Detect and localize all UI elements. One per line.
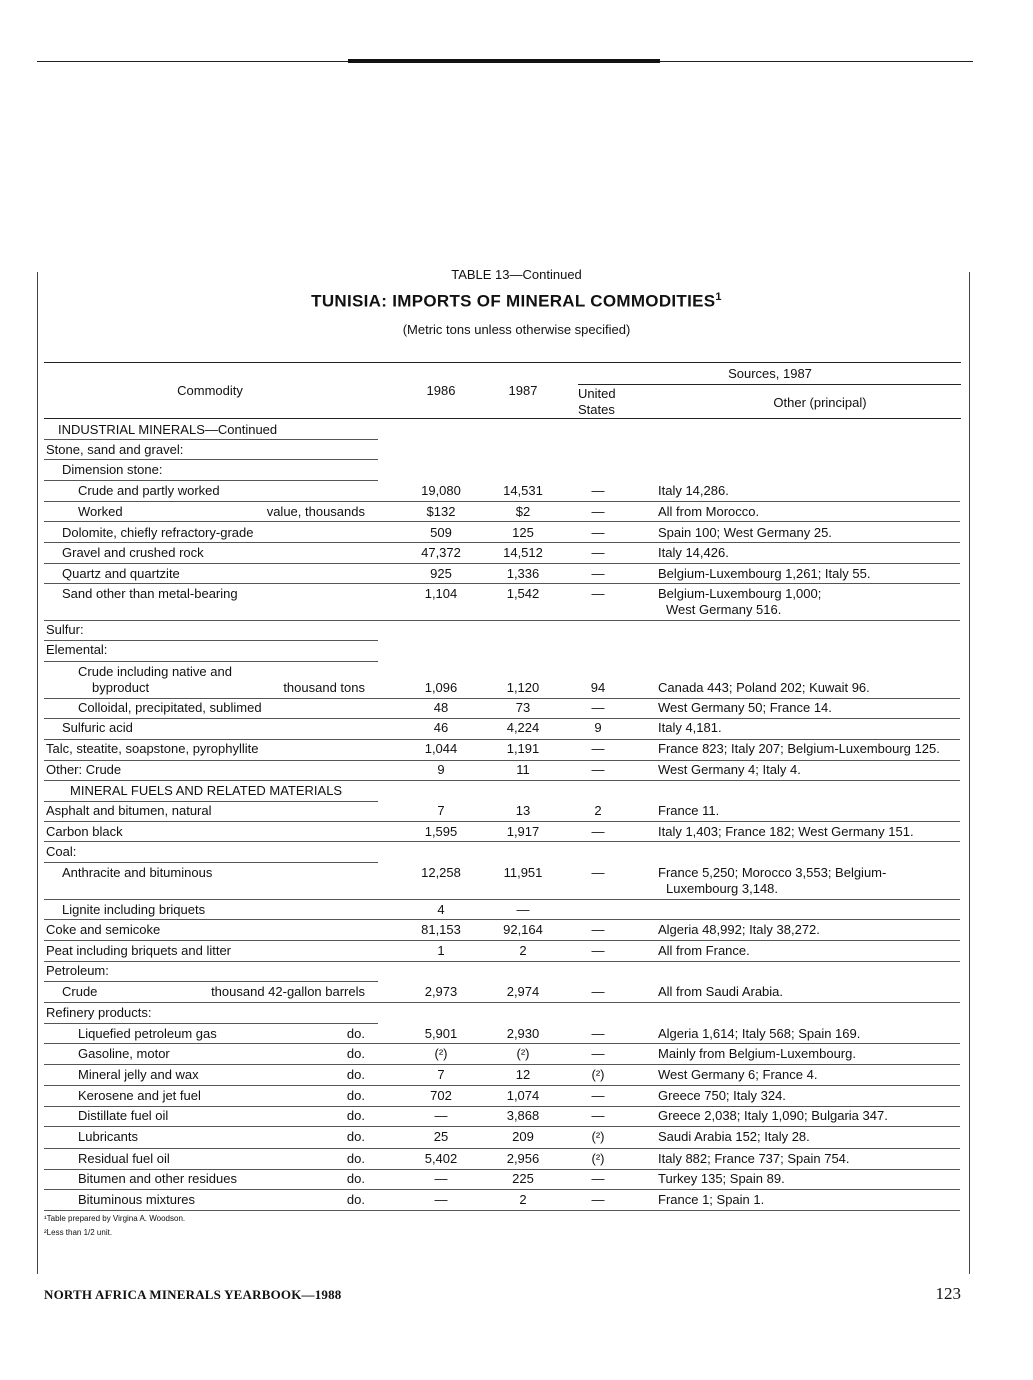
top-rule-accent — [348, 59, 660, 63]
commodity-cell: Peat including briquets and litter — [46, 943, 232, 958]
value-1987-cell: 4,224 — [506, 720, 540, 735]
united-states-cell: 9 — [594, 720, 602, 735]
running-footer: NORTH AFRICA MINERALS YEARBOOK—1988 — [44, 1287, 342, 1302]
row-rule — [44, 620, 960, 621]
table-row — [0, 1046, 1033, 1066]
unit-cell: thousand 42-gallon barrels — [211, 984, 365, 999]
row-rule — [44, 1043, 960, 1044]
table-caption: TABLE 13—Continued — [451, 267, 582, 282]
table-row — [0, 803, 1033, 823]
united-states-cell: — — [591, 1171, 605, 1186]
row-rule — [44, 899, 960, 900]
title-footnote-marker: 1 — [715, 291, 722, 303]
other-sources-cell: Greece 750; Italy 324. — [658, 1088, 786, 1103]
row-rule — [44, 940, 960, 941]
table-row — [0, 1067, 1033, 1087]
commodity-cell: Distillate fuel oil — [78, 1108, 169, 1123]
other-sources-cell: West Germany 6; France 4. — [658, 1067, 818, 1082]
united-states-cell: (²) — [591, 1151, 605, 1166]
other-sources-cell: Turkey 135; Spain 89. — [658, 1171, 785, 1186]
value-1986-cell: 925 — [430, 566, 452, 581]
value-1987-cell: 73 — [515, 700, 531, 715]
commodity-cell: Crude including native and — [78, 664, 232, 679]
other-sources-cell: Italy 14,426. — [658, 545, 729, 560]
row-rule — [44, 521, 960, 522]
commodity-cell: Lignite including briquets — [62, 902, 206, 917]
value-1986-cell: 702 — [430, 1088, 452, 1103]
commodity-cell: Refinery products: — [46, 1005, 152, 1020]
united-states-cell: — — [591, 566, 605, 581]
table-row — [0, 963, 1033, 983]
table-row — [0, 483, 1033, 503]
value-1987-cell: 225 — [512, 1171, 534, 1186]
footnote-1: ¹Table prepared by Virgina A. Woodson. — [44, 1214, 186, 1223]
commodity-cell: Anthracite and bituminous — [62, 865, 213, 880]
row-rule — [44, 919, 960, 920]
row-rule — [44, 1085, 960, 1086]
united-states-cell: — — [591, 545, 605, 560]
united-states-cell: — — [591, 984, 605, 999]
other-sources-cell: All from France. — [658, 943, 750, 958]
table-row — [0, 1151, 1033, 1171]
commodity-cell: Mineral jelly and wax — [78, 1067, 199, 1082]
commodity-cell: byproduct — [92, 680, 150, 695]
other-sources-cell: All from Morocco. — [658, 504, 760, 519]
header-bottom-rule — [44, 418, 961, 419]
table-row — [0, 865, 1033, 896]
table-row — [0, 1171, 1033, 1191]
value-1986-cell: 46 — [433, 720, 449, 735]
table-row — [0, 545, 1033, 565]
value-1986-cell: — — [434, 1192, 448, 1207]
united-states-cell: — — [591, 483, 605, 498]
other-sources-cell: Mainly from Belgium-Luxembourg. — [658, 1046, 856, 1061]
value-1986-cell: 19,080 — [421, 483, 461, 498]
commodity-cell: Worked — [78, 504, 123, 519]
unit-cell: thousand tons — [283, 680, 365, 695]
value-1987-cell: 11 — [516, 762, 530, 777]
unit-cell: do. — [346, 1046, 365, 1061]
value-1986-cell: 5,402 — [424, 1151, 458, 1166]
value-1987-cell: 12 — [515, 1067, 531, 1082]
value-1986-cell: 1,595 — [424, 824, 458, 839]
value-1987-cell: 2 — [519, 1192, 527, 1207]
header-1987: 1987 — [508, 383, 538, 398]
united-states-cell: — — [591, 741, 605, 756]
value-1987-cell: 2,956 — [506, 1151, 540, 1166]
row-rule — [44, 1023, 378, 1024]
sources-rule — [578, 384, 961, 385]
table-title — [0, 291, 1033, 312]
unit-cell: do. — [346, 1108, 365, 1123]
value-1987-cell: 2 — [519, 943, 527, 958]
header-top-rule — [44, 362, 961, 363]
commodity-cell: Crude — [62, 984, 98, 999]
row-rule — [44, 480, 378, 481]
row-rule — [44, 841, 960, 842]
value-1987-cell: 1,074 — [506, 1088, 540, 1103]
row-rule — [44, 780, 960, 781]
other-sources-cell: Canada 443; Poland 202; Kuwait 96. — [658, 680, 870, 695]
table-subtitle: (Metric tons unless otherwise specified) — [402, 322, 631, 337]
table-row — [0, 622, 1033, 642]
row-rule — [44, 501, 960, 502]
other-sources-cell: Italy 1,403; France 182; West Germany 151. — [658, 824, 914, 839]
commodity-cell: Gasoline, motor — [78, 1046, 170, 1061]
row-rule — [44, 698, 960, 699]
other-sources-cell: Algeria 1,614; Italy 568; Spain 169. — [658, 1026, 861, 1041]
value-1986-cell: 47,372 — [421, 545, 461, 560]
row-rule — [44, 563, 960, 564]
united-states-cell: — — [591, 1108, 605, 1123]
commodity-cell: Petroleum: — [46, 963, 109, 978]
row-rule — [44, 640, 378, 641]
row-rule — [44, 739, 960, 740]
table-row — [0, 844, 1033, 864]
unit-cell: do. — [346, 1067, 365, 1082]
commodity-cell: Lubricants — [78, 1129, 138, 1144]
page-number: 123 — [935, 1284, 961, 1303]
commodity-cell: Quartz and quartzite — [62, 566, 180, 581]
table-row — [0, 984, 1033, 1004]
other-sources-cell: Spain 100; West Germany 25. — [658, 525, 832, 540]
row-rule — [44, 821, 960, 822]
row-rule — [44, 1189, 960, 1190]
value-1987-cell: 1,336 — [506, 566, 540, 581]
value-1986-cell: 1,096 — [424, 680, 458, 695]
commodity-cell: Kerosene and jet fuel — [78, 1088, 201, 1103]
united-states-cell: (²) — [591, 1129, 605, 1144]
commodity-cell: Dolomite, chiefly refractory-grade — [62, 525, 254, 540]
united-states-cell: — — [591, 943, 605, 958]
value-1986-cell: 12,258 — [421, 865, 461, 880]
value-1987-cell: 2,930 — [506, 1026, 540, 1041]
header-other-principal: Other (principal) — [773, 395, 867, 410]
table-row — [0, 943, 1033, 963]
other-sources-cell: West Germany 4; Italy 4. — [658, 762, 801, 777]
other-sources-continued-cell: West Germany 516. — [666, 602, 782, 617]
unit-cell: do. — [346, 1026, 365, 1041]
commodity-cell: Carbon black — [46, 824, 123, 839]
united-states-cell: — — [591, 865, 605, 880]
row-rule — [44, 862, 378, 863]
value-1987-cell: 1,542 — [506, 586, 540, 601]
united-states-cell: — — [591, 762, 605, 777]
commodity-cell: Coke and semicoke — [46, 922, 161, 937]
other-sources-continued-cell: Luxembourg 3,148. — [666, 881, 779, 896]
other-sources-cell: France 823; Italy 207; Belgium-Luxembourg 125. — [658, 741, 940, 756]
united-states-cell: — — [591, 1046, 605, 1061]
commodity-cell: Other: Crude — [46, 762, 122, 777]
value-1987-cell: 3,868 — [506, 1108, 540, 1123]
other-sources-cell: Saudi Arabia 152; Italy 28. — [658, 1129, 810, 1144]
value-1986-cell: 4 — [437, 902, 445, 917]
commodity-cell: Residual fuel oil — [78, 1151, 170, 1166]
row-rule — [44, 1064, 960, 1065]
commodity-cell: Dimension stone: — [62, 462, 163, 477]
value-1986-cell: 5,901 — [424, 1026, 458, 1041]
commodity-cell: Crude and partly worked — [78, 483, 220, 498]
value-1987-cell: 92,164 — [503, 922, 543, 937]
united-states-cell: — — [591, 700, 605, 715]
table-row — [0, 642, 1033, 662]
value-1987-cell: 209 — [512, 1129, 534, 1144]
united-states-cell: — — [591, 1088, 605, 1103]
footnote-2: ²Less than 1/2 unit. — [44, 1228, 113, 1237]
value-1986-cell: 7 — [437, 803, 445, 818]
value-1987-cell: 1,120 — [506, 680, 540, 695]
commodity-cell: Bituminous mixtures — [78, 1192, 196, 1207]
value-1986-cell: 48 — [433, 700, 449, 715]
value-1986-cell: 1,044 — [424, 741, 458, 756]
value-1987-cell: 1,917 — [506, 824, 540, 839]
value-1986-cell: 9 — [437, 762, 445, 777]
united-states-cell: 2 — [594, 803, 602, 818]
table-row — [0, 680, 1033, 700]
commodity-cell: MINERAL FUELS AND RELATED MATERIALS — [70, 783, 343, 798]
commodity-cell: Coal: — [46, 844, 77, 859]
unit-cell: do. — [346, 1171, 365, 1186]
row-rule — [44, 661, 378, 662]
header-commodity: Commodity — [177, 383, 243, 398]
row-rule — [44, 1106, 960, 1107]
row-rule — [44, 1169, 960, 1170]
row-rule — [44, 1210, 960, 1211]
united-states-cell: 94 — [590, 680, 606, 695]
value-1986-cell: 7 — [437, 1067, 445, 1082]
other-sources-cell: Belgium-Luxembourg 1,261; Italy 55. — [658, 566, 871, 581]
value-1986-cell: $132 — [426, 504, 456, 519]
value-1986-cell: 2,973 — [424, 984, 458, 999]
row-rule — [44, 801, 378, 802]
row-rule — [44, 459, 378, 460]
value-1987-cell: 1,191 — [506, 741, 540, 756]
value-1986-cell: 1,104 — [424, 586, 458, 601]
table-row — [0, 1129, 1033, 1149]
value-1987-cell: 14,531 — [503, 483, 543, 498]
table-row — [0, 783, 1033, 803]
header-1986: 1986 — [426, 383, 456, 398]
commodity-cell: Liquefied petroleum gas — [78, 1026, 217, 1041]
other-sources-cell: France 11. — [658, 803, 720, 818]
value-1987-cell: $2 — [515, 504, 531, 519]
united-states-cell: — — [591, 922, 605, 937]
value-1987-cell: 14,512 — [503, 545, 543, 560]
other-sources-cell: Italy 882; France 737; Spain 754. — [658, 1151, 850, 1166]
other-sources-cell: Italy 4,181. — [658, 720, 722, 735]
other-sources-cell: France 1; Spain 1. — [658, 1192, 765, 1207]
other-sources-cell: West Germany 50; France 14. — [658, 700, 832, 715]
value-1986-cell: 509 — [430, 525, 452, 540]
united-states-cell: — — [591, 1026, 605, 1041]
commodity-cell: Stone, sand and gravel: — [46, 442, 184, 457]
other-sources-cell: Greece 2,038; Italy 1,090; Bulgaria 347. — [658, 1108, 888, 1123]
header-united: United — [578, 386, 616, 401]
commodity-cell: Sulfur: — [46, 622, 84, 637]
table-row — [0, 922, 1033, 942]
other-sources-cell: Italy 14,286. — [658, 483, 729, 498]
row-rule — [44, 1002, 960, 1003]
united-states-cell: — — [591, 504, 605, 519]
unit-cell: do. — [346, 1192, 365, 1207]
united-states-cell: — — [591, 586, 605, 601]
value-1986-cell: 25 — [433, 1129, 449, 1144]
value-1986-cell: — — [434, 1108, 448, 1123]
row-rule — [44, 961, 960, 962]
united-states-cell: (²) — [591, 1067, 605, 1082]
other-sources-cell: Belgium-Luxembourg 1,000; — [658, 586, 822, 601]
table-row — [0, 741, 1033, 761]
commodity-cell: Elemental: — [46, 642, 108, 657]
row-rule — [44, 760, 960, 761]
row-rule — [44, 718, 960, 719]
commodity-cell: Bitumen and other residues — [78, 1171, 237, 1186]
value-1987-cell: (²) — [516, 1046, 530, 1061]
table-row — [0, 1005, 1033, 1025]
header-sources: Sources, 1987 — [728, 366, 812, 381]
table-row — [0, 586, 1033, 617]
table-row — [0, 700, 1033, 720]
united-states-cell: — — [591, 824, 605, 839]
united-states-cell: — — [591, 525, 605, 540]
value-1986-cell: 81,153 — [421, 922, 461, 937]
unit-cell: do. — [346, 1129, 365, 1144]
table-title-text: TUNISIA: IMPORTS OF MINERAL COMMODITIES — [311, 291, 716, 311]
commodity-cell: Talc, steatite, soapstone, pyrophyllite — [46, 741, 259, 756]
other-sources-cell: Algeria 48,992; Italy 38,272. — [658, 922, 820, 937]
commodity-cell: Sand other than metal-bearing — [62, 586, 238, 601]
row-rule — [44, 981, 378, 982]
row-rule — [44, 439, 378, 440]
table-row — [0, 1192, 1033, 1212]
value-1986-cell: (²) — [434, 1046, 448, 1061]
commodity-cell: INDUSTRIAL MINERALS—Continued — [58, 422, 278, 437]
row-rule — [44, 583, 960, 584]
value-1986-cell: — — [434, 1171, 448, 1186]
header-states: States — [578, 402, 615, 417]
row-rule — [44, 1148, 960, 1149]
table-row — [0, 462, 1033, 482]
other-sources-cell: France 5,250; Morocco 3,553; Belgium- — [658, 865, 887, 880]
value-1987-cell: 2,974 — [506, 984, 540, 999]
commodity-cell: Colloidal, precipitated, sublimed — [78, 700, 262, 715]
commodity-cell: Sulfuric acid — [62, 720, 133, 735]
table-row — [0, 762, 1033, 782]
unit-cell: value, thousands — [266, 504, 365, 519]
other-sources-cell: All from Saudi Arabia. — [658, 984, 784, 999]
unit-cell: do. — [346, 1151, 365, 1166]
value-1986-cell: 1 — [437, 943, 445, 958]
united-states-cell: — — [591, 1192, 605, 1207]
table-row — [0, 1108, 1033, 1128]
value-1987-cell: — — [516, 902, 530, 917]
row-rule — [44, 542, 960, 543]
table-row — [0, 720, 1033, 740]
value-1987-cell: 13 — [515, 803, 531, 818]
value-1987-cell: 11,951 — [503, 865, 543, 880]
commodity-cell: Asphalt and bitumen, natural — [46, 803, 212, 818]
table-row — [0, 1088, 1033, 1108]
row-rule — [44, 1126, 960, 1127]
value-1987-cell: 125 — [512, 525, 534, 540]
commodity-cell: Gravel and crushed rock — [62, 545, 204, 560]
unit-cell: do. — [346, 1088, 365, 1103]
